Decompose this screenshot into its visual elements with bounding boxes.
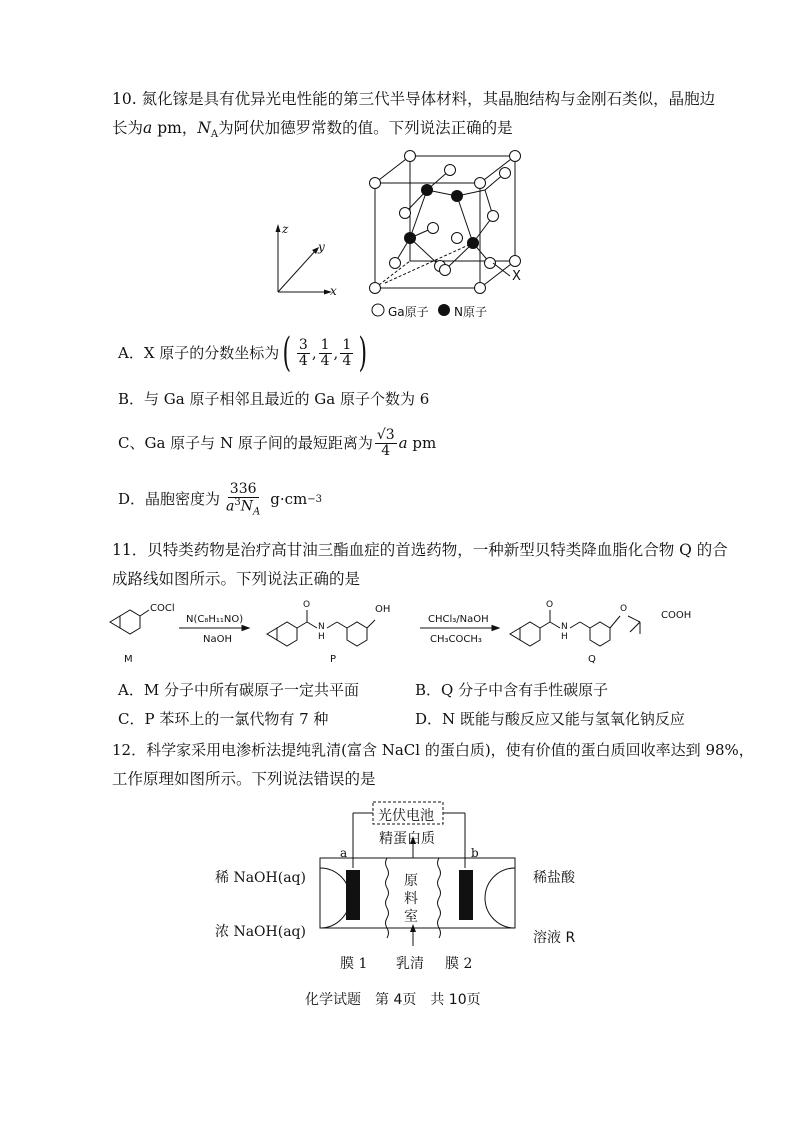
q11-option-c[interactable]: C．P 苯环上的一氯代物有 7 种 [118, 710, 329, 728]
p-label: P [330, 654, 337, 665]
left-bottom-label: 浓 NaOH(aq) [215, 924, 306, 940]
q10-option-c[interactable]: C、 Ga 原子与 N 原子间的最短距离为 $\frac{√3}{4}$ a pm [118, 427, 437, 459]
q-ether-label: O [620, 604, 628, 614]
axis-z-label: z [282, 222, 289, 236]
battery-label: 光伏电池 [378, 808, 434, 824]
m-group-label: COCl [150, 603, 175, 614]
legend-n-marker [437, 303, 451, 317]
membrane2-label: 膜 2 [445, 956, 473, 972]
electrode-a-label: a [340, 846, 348, 860]
membrane1-label: 膜 1 [340, 956, 368, 972]
right-top-label: 稀盐酸 [533, 870, 575, 886]
p-oh-label: OH [375, 604, 391, 615]
reagent2-top: CHCl₃/NaOH [428, 614, 489, 625]
m-label: M [124, 654, 133, 665]
q-n-label: N [561, 622, 568, 632]
reagent1-top: N(C₈H₁₁NO) [186, 614, 244, 625]
gan-unit-cell-diagram [365, 148, 535, 298]
reagent2-bottom: CH₃COCH₃ [430, 634, 482, 645]
q10-stem-line1: 10. 氮化镓是具有优异光电性能的第三代半导体材料，其晶胞结构与金刚石类似，晶胞边 [112, 90, 716, 108]
atom-x-label: X [512, 269, 521, 284]
legend-ga-label: Ga原子 [388, 305, 429, 319]
whey-label: 乳清 [396, 956, 424, 972]
q11-stem-line1: 11．贝特类药物是治疗高甘油三酯血症的首选药物，一种新型贝特类降血脂化合物 Q 的合 [112, 541, 728, 559]
q-h-label: H [561, 632, 568, 642]
q10-option-a[interactable]: A． X 原子的分数坐标为 ( $\frac{3}{4}$ , $\frac{1}{4}$ , $\frac{1}{4}$ ) [118, 330, 368, 376]
chamber-label-2: 料 [404, 891, 418, 907]
q10-stem-line2: 长为a pm，$N_A$为阿伏加德罗常数的值。下列说法正确的是 [112, 119, 513, 141]
q-acid-label: COOH [661, 610, 692, 621]
axis-y-label: y [318, 240, 325, 254]
q-o-carbonyl-label: O [546, 600, 554, 610]
legend-n-label: N原子 [454, 305, 487, 319]
right-bottom-label: 溶液 R [533, 930, 576, 946]
chamber-label-3: 室 [404, 909, 418, 925]
left-top-label: 稀 NaOH(aq) [215, 870, 306, 886]
q10-option-d[interactable]: D． 晶胞密度为 $\frac{336}{a^3N_A}$ g·cm −3 [118, 481, 323, 518]
q-label: Q [588, 654, 596, 665]
p-o-label: O [303, 600, 311, 610]
q10-option-b[interactable]: B．与 Ga 原子相邻且最近的 Ga 原子个数为 6 [118, 390, 430, 408]
q11-stem-line2: 成路线如图所示。下列说法正确的是 [112, 570, 361, 588]
q11-option-d[interactable]: D．N 既能与酸反应又能与氢氧化钠反应 [415, 710, 685, 728]
protein-label: 精蛋白质 [379, 831, 435, 847]
electrodialysis-diagram [305, 798, 565, 948]
legend-ga-marker [371, 303, 385, 317]
p-h-label: H [318, 632, 325, 642]
reagent1-bottom: NaOH [203, 634, 232, 645]
q12-stem-line1: 12．科学家采用电渗析法提纯乳清(富含 NaCl 的蛋白质)，使有价值的蛋白质回收率达到 98%， [112, 741, 754, 759]
q11-option-a[interactable]: A．M 分子中所有碳原子一定共平面 [118, 681, 359, 699]
chamber-label-1: 原 [404, 873, 418, 889]
p-n-label: N [318, 622, 325, 632]
axis-x-label: x [330, 284, 337, 298]
electrode-b-label: b [471, 846, 479, 860]
q11-option-b[interactable]: B．Q 分子中含有手性碳原子 [415, 681, 609, 699]
page-footer: 化学试题 第 4页 共 10页 [305, 992, 481, 1008]
q12-stem-line2: 工作原理如图所示。下列说法错误的是 [112, 770, 376, 788]
